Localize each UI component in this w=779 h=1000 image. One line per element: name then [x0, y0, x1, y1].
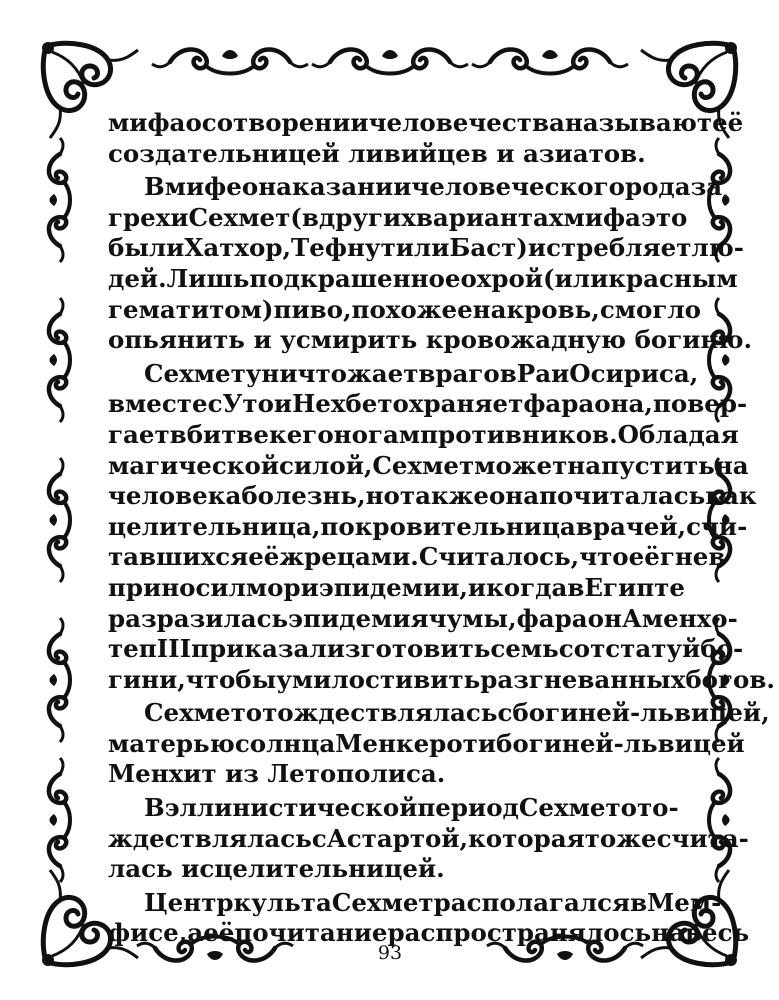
text-line [108, 294, 701, 326]
word: бо- [700, 634, 744, 664]
word: Аменхо- [621, 603, 738, 633]
word: В [144, 793, 165, 823]
word: когда [486, 572, 568, 602]
word: фисе, [108, 918, 188, 948]
word: магической [108, 450, 279, 480]
word: мифе [164, 172, 242, 202]
word: фараон [516, 603, 622, 633]
word: богиней-львицей, [512, 698, 770, 728]
word: почитание [234, 918, 388, 948]
left-ornament-5 [49, 758, 70, 882]
word: наказании [258, 172, 412, 202]
word: Центр [144, 887, 234, 917]
word: почиталась [539, 481, 706, 511]
word: фараона, [523, 389, 653, 419]
top-ornament-left [152, 49, 308, 73]
word: Мем- [647, 887, 722, 917]
text-line [108, 634, 744, 665]
word: Сехмет [518, 793, 621, 823]
word: Сехмет [331, 887, 434, 917]
left-ornament-3 [49, 458, 70, 582]
word: врагов [418, 358, 517, 388]
word: и [273, 389, 293, 419]
word: эпидемия [288, 603, 429, 633]
word: похожее [351, 294, 473, 324]
word: мор [245, 572, 301, 602]
word: может [474, 450, 568, 480]
word: отождествлялась [245, 698, 498, 728]
text-line [108, 108, 744, 139]
text-line [108, 419, 739, 451]
line-text: опьянить и усмирить кровожадную богиню. [108, 325, 753, 355]
word: В [144, 172, 165, 202]
word: (в [290, 202, 319, 232]
word: на [714, 450, 749, 480]
line-text: создательницей ливийцев и азиатов. [108, 138, 646, 168]
word: Сехмет [144, 698, 246, 728]
word: в [169, 419, 187, 449]
word: Ра [516, 358, 552, 388]
word: и [551, 358, 570, 388]
word: вариантах [415, 202, 564, 232]
word: изготовить [326, 634, 491, 664]
word: Тефнут [291, 233, 396, 263]
word: матерью [108, 728, 235, 758]
word: ото- [620, 793, 679, 823]
word: солнца [234, 728, 336, 758]
word: (или [543, 263, 609, 293]
word: на [651, 918, 685, 948]
top-ornament-right [472, 49, 628, 73]
word: как [705, 481, 757, 511]
paragraph [108, 887, 750, 949]
word: красным [608, 263, 738, 293]
line-text: лась исцелительницей. [108, 854, 445, 884]
word: за [690, 172, 723, 202]
text-line [108, 481, 757, 512]
word: гематитом) [108, 294, 274, 324]
word: повер- [652, 389, 748, 419]
word: тоже [584, 823, 657, 853]
word: весь [684, 918, 750, 948]
word: уничтожает [245, 358, 419, 388]
word: богов. [685, 664, 775, 694]
word: покровительница [320, 511, 576, 541]
word: Обладая [617, 419, 739, 449]
word: противников. [420, 419, 618, 449]
top-ornament-center [312, 49, 468, 73]
word: подкрашенное [249, 263, 461, 293]
word: приносил [108, 572, 246, 602]
word: но [365, 481, 400, 511]
word: и [477, 728, 497, 758]
word: и [467, 572, 487, 602]
word: Хатхор, [184, 233, 292, 263]
word: вместе [108, 389, 208, 419]
word: о [241, 172, 259, 202]
word: Осириса, [569, 358, 699, 388]
text-line [108, 542, 726, 573]
word: период [417, 793, 519, 823]
word: или [395, 233, 450, 263]
word: и [300, 572, 319, 602]
text-line [108, 358, 699, 390]
word: разгневанных [480, 664, 686, 694]
word: с [207, 389, 223, 419]
word: распространялось [387, 918, 652, 948]
word: ждествлялась [108, 823, 312, 853]
word: располагался [433, 887, 631, 917]
word: в [567, 572, 585, 602]
word: охраняет [392, 389, 524, 419]
text-line [108, 572, 685, 604]
word: истребляет [527, 233, 692, 263]
word: охрой [460, 263, 544, 293]
word: Баст) [449, 233, 528, 263]
word: на [472, 294, 507, 324]
word: битве [186, 419, 270, 449]
word: дей. [108, 263, 167, 293]
word: гнев [659, 542, 726, 572]
right-ornament-5 [709, 758, 730, 882]
word: силой, [279, 450, 373, 480]
word: это [640, 202, 688, 232]
text-line [108, 823, 749, 855]
word: что [579, 542, 629, 572]
word: человеческого [411, 172, 625, 202]
word: смогло [599, 294, 701, 324]
word: умилостивить [276, 664, 481, 694]
word: Уто [222, 389, 274, 419]
word: её [248, 542, 280, 572]
word: называют [564, 108, 713, 137]
text-line [108, 389, 748, 420]
text-line [108, 664, 775, 696]
word: в [630, 887, 648, 917]
word: врачей, [575, 511, 687, 541]
word: мифа [563, 202, 641, 232]
word: её [712, 108, 744, 137]
word: рода [624, 172, 691, 202]
word: Считалось, [418, 542, 580, 572]
text-line [108, 854, 673, 885]
word: она [488, 481, 540, 511]
body-text [108, 108, 775, 949]
text-line [108, 172, 723, 203]
word: других [318, 202, 416, 232]
word: разразилась [108, 603, 289, 633]
word: человечества [368, 108, 565, 137]
word: Лишь [166, 263, 250, 293]
word: статуй [605, 634, 701, 664]
word: были [108, 233, 185, 263]
word: гини, [108, 664, 186, 694]
left-ornament-2 [49, 298, 70, 422]
text-line [108, 511, 748, 543]
text-line [108, 887, 722, 919]
word: мифа [108, 108, 186, 137]
paragraph [108, 108, 744, 169]
word: её [628, 542, 660, 572]
word: жрецами. [279, 542, 419, 572]
text-line [108, 263, 738, 295]
word: эпидемии, [318, 572, 468, 602]
word: гает [108, 419, 170, 449]
word: ногам [333, 419, 421, 449]
text-line [108, 202, 688, 234]
word: его [286, 419, 334, 449]
word: лю- [691, 233, 744, 263]
word: теп [108, 634, 157, 664]
word: грехи [108, 202, 189, 232]
paragraph [108, 172, 753, 356]
word: целительница, [108, 511, 321, 541]
paragraph [108, 698, 770, 790]
word: человека [108, 481, 242, 511]
left-ornament-4 [49, 618, 70, 742]
word: с [497, 698, 513, 728]
text-line [108, 450, 749, 482]
word: Египте [584, 572, 685, 602]
line-text: Менхит из Летополиса. [108, 759, 446, 789]
word: счита- [656, 823, 749, 853]
word: Нехбет [292, 389, 393, 419]
word: семьсот [490, 634, 606, 664]
word: тавшихся [108, 542, 249, 572]
text-line [108, 793, 679, 824]
word: Менкерот [335, 728, 478, 758]
word: напустить [567, 450, 715, 480]
text-line [108, 759, 673, 790]
word: с [311, 823, 327, 853]
text-line [108, 139, 673, 170]
paragraph [108, 793, 749, 885]
word: культа [233, 887, 332, 917]
word: Астартой, [326, 823, 469, 853]
word: эллинистической [164, 793, 418, 823]
left-ornament-1 [49, 138, 70, 262]
word: Сехмет [188, 202, 291, 232]
word: которая [468, 823, 585, 853]
page-number: 93 [377, 942, 403, 964]
word: также [399, 481, 489, 511]
text-line [108, 698, 770, 729]
text-line [108, 233, 744, 264]
word: к [269, 419, 287, 449]
text-line [108, 325, 753, 356]
word: богиней-львицей [496, 728, 745, 758]
text-line [108, 603, 738, 635]
word: счи- [686, 511, 748, 541]
word: болезнь, [241, 481, 366, 511]
word: пиво, [273, 294, 352, 324]
word: кровь, [506, 294, 600, 324]
word: Сехмет [144, 358, 246, 388]
word: Сехмет [372, 450, 475, 480]
word: а [187, 918, 204, 948]
paragraph [108, 358, 775, 696]
word: III [156, 634, 192, 664]
text-line [108, 728, 745, 760]
word: о [185, 108, 202, 137]
word: сотворении [201, 108, 369, 137]
word: приказал [191, 634, 327, 664]
word: чтобы [185, 664, 277, 694]
word: чумы, [428, 603, 517, 633]
word: её [203, 918, 235, 948]
